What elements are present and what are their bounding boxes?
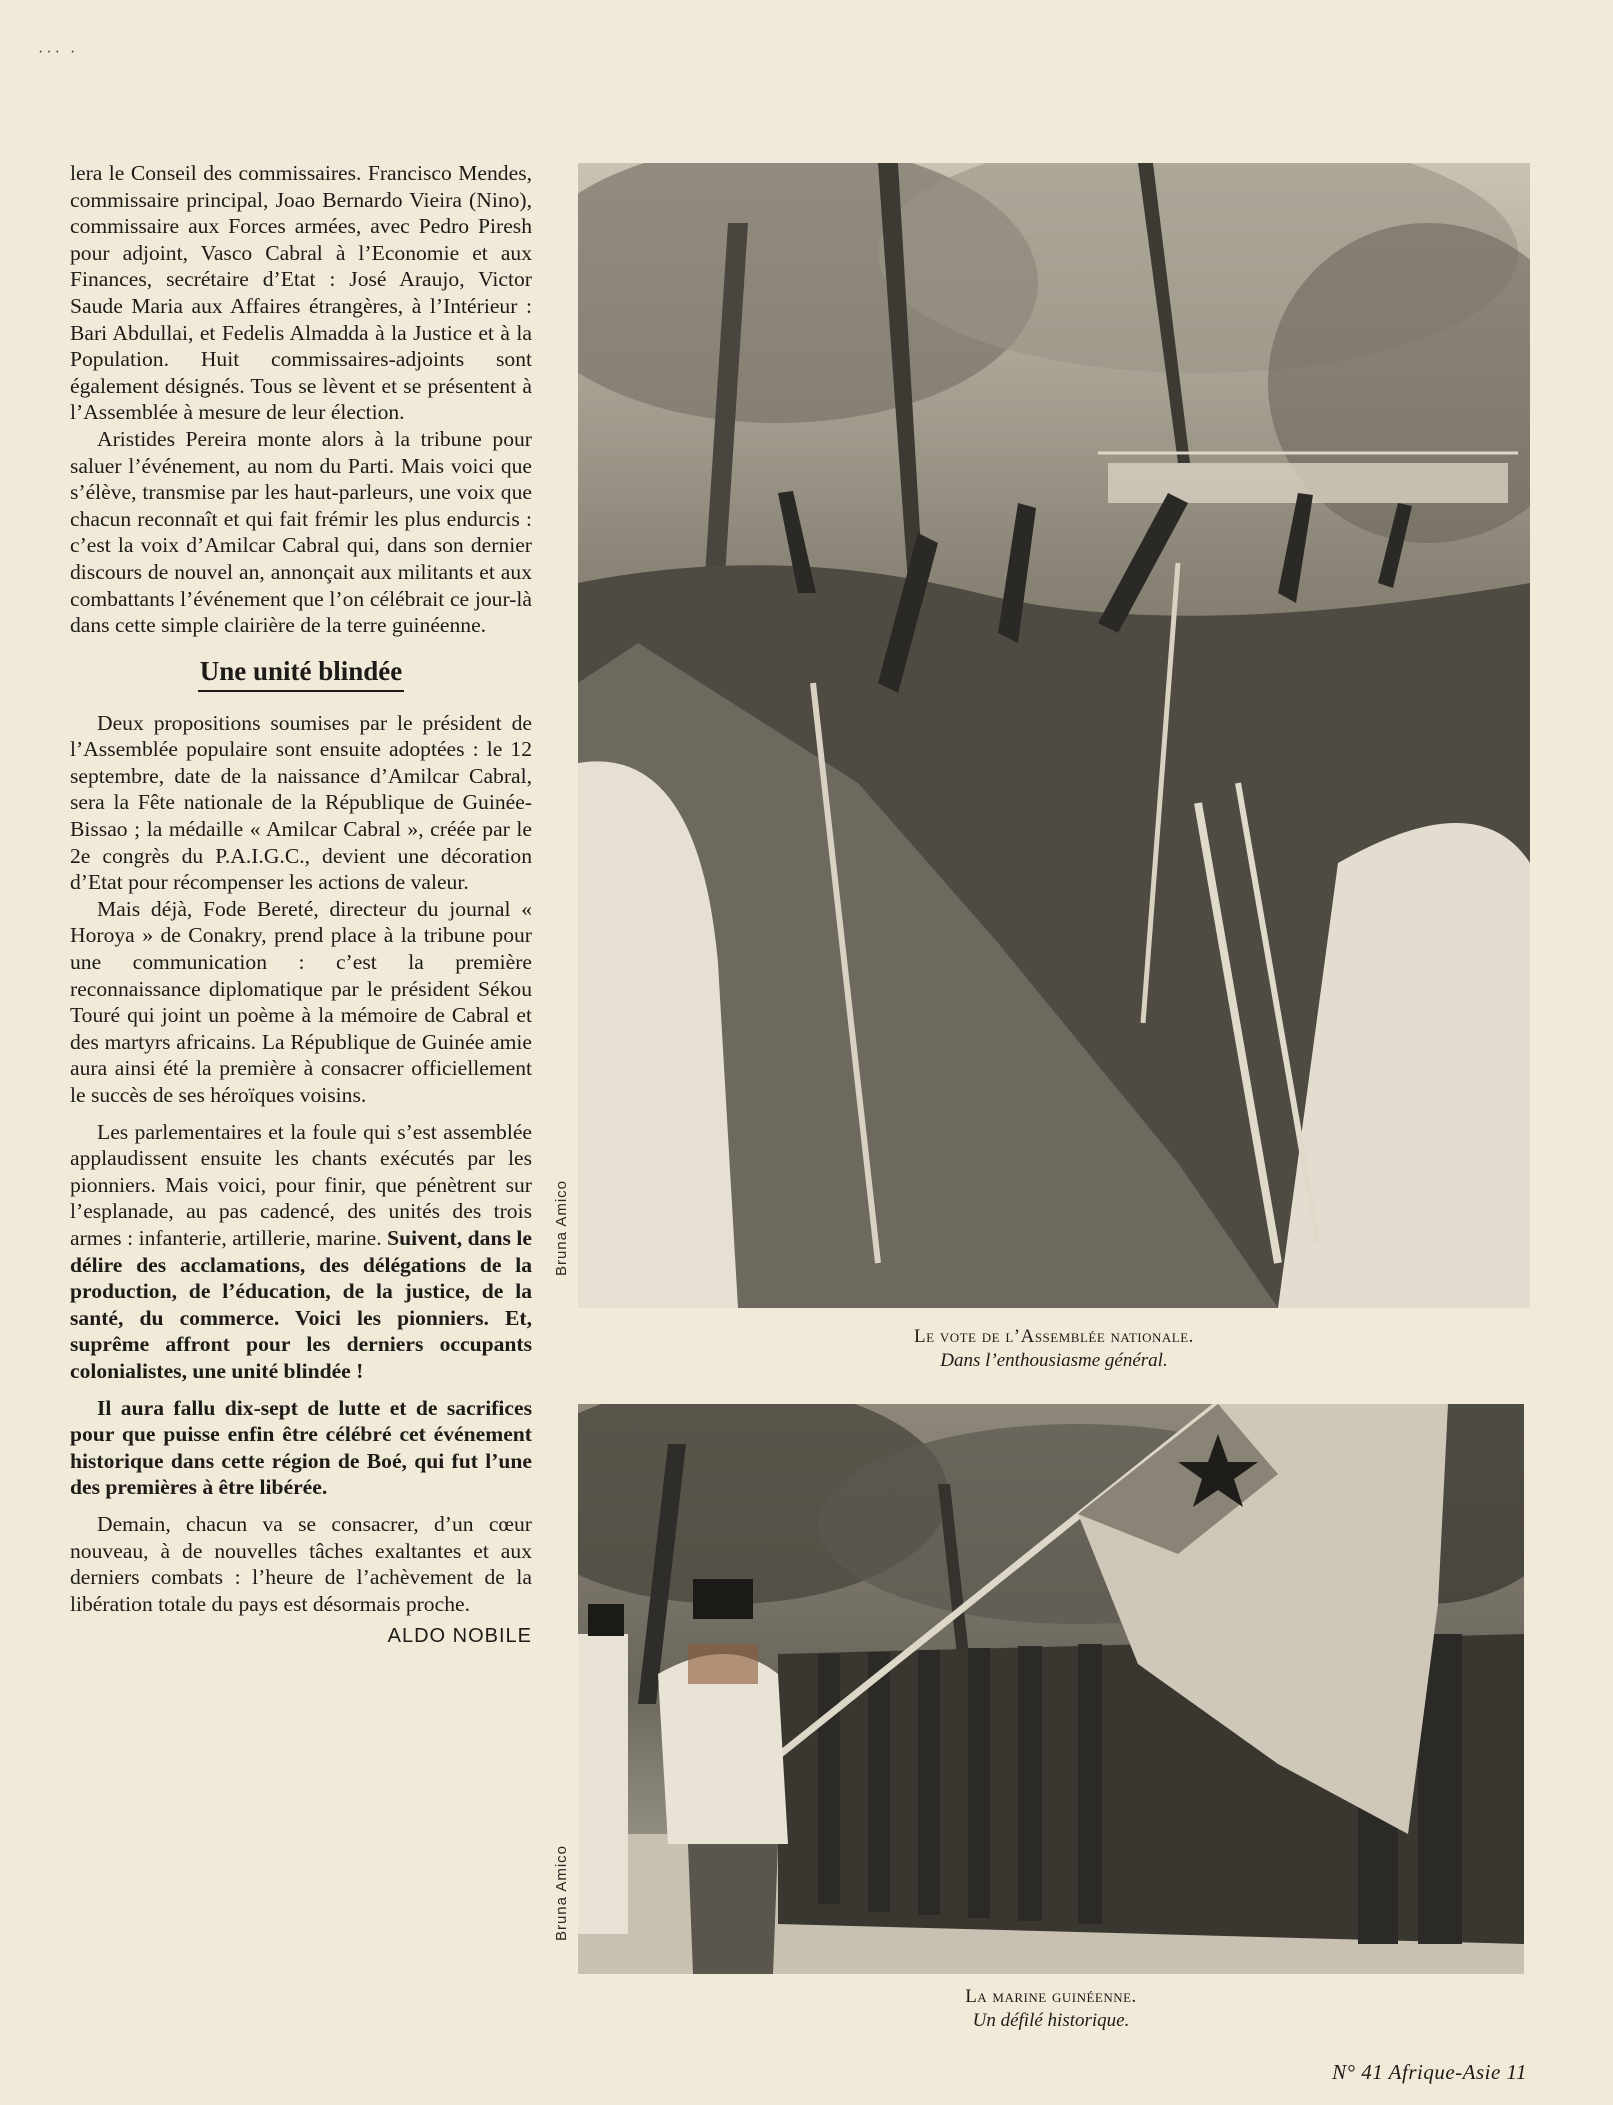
section-heading-text: Une unité blindée xyxy=(198,655,405,692)
page-footer: N° 41 Afrique-Asie 11 xyxy=(1332,2060,1527,2084)
navy-parade-photo xyxy=(578,1404,1524,1974)
caption-subtitle: Dans l’enthousiasme général. xyxy=(940,1350,1168,1371)
paragraph: Demain, chacun va se consacrer, d’un cœur nouveau, à de nouvelles tâches exaltantes et aux derniers combats : l’heure de l’achèvement de la libération totale du pays est désormais proche. xyxy=(70,1511,532,1616)
photo-caption xyxy=(578,1985,1524,2033)
photo-caption xyxy=(578,1325,1530,1373)
paragraph: lera le Conseil des commissaires. Francisco Mendes, commissaire principal, Joao Bernardo Vieira (Nino), commissaire aux Forces armées, avec Pedro Piresh pour adjoint, Vasco Cabral à l’Economie et aux Finances, secrétaire d’Etat : José Araujo, Victor Saude Maria aux Affaires étrangères, à l’Intérieur : Bari Abdullai, et Fedelis Almadda à la Justice et à la Population. Huit commissaires-adjoints sont également désignés. Tous se lèvent et se présentent à l’Assemblée à mesure de leur élection. xyxy=(70,161,532,425)
paragraph: Deux propositions soumises par le président de l’Assemblée populaire sont ensuite adoptées : le 12 septembre, date de la naissance d’Amilcar Cabral, sera la Fête nationale de la République de Guinée-Bissao ; la médaille « Amilcar Cabral », créée par le 2e congrès du P.A.I.G.C., devient une décoration d’Etat pour récompenser les actions de valeur. xyxy=(70,710,532,895)
assembly-vote-photo-image xyxy=(578,163,1530,1308)
caption-subtitle: Un défilé historique. xyxy=(972,2010,1130,2031)
paragraph-bold-text: Suivent, dans le délire des acclamations, des délégations de la production, de l’éducation, de la justice, de la santé, du commerce. Voici les pionniers. Et, suprême affront pour les derniers occupants colonialistes, une unité blindée ! xyxy=(70,1225,532,1383)
author-byline: ALDO NOBILE xyxy=(387,1625,532,1648)
corner-marks: ··· · xyxy=(38,44,79,61)
navy-parade-photo-image xyxy=(578,1404,1524,1974)
photo-credit: Bruna Amico xyxy=(553,1845,570,1942)
paragraph: Il aura fallu dix-sept de lutte et de sacrifices pour que puisse enfin être célébré cet événement historique dans cette région de Boé, qui fut l’une des premières à être libérée. xyxy=(70,1395,532,1500)
article-column xyxy=(70,160,532,1650)
assembly-vote-photo xyxy=(578,163,1530,1308)
paragraph: Aristides Pereira monte alors à la tribune pour saluer l’événement, au nom du Parti. Mais voici que s’élève, transmise par les haut-parleurs, une voix que chacun reconnaît et qui fait frémir les plus endurcis : c’est la voix d’Amilcar Cabral qui, dans son dernier discours de nouvel an, annonçait aux militants et aux combattants l’événement que l’on célébrait ce jour-là dans cette simple clairière de la terre guinéenne. xyxy=(70,426,532,638)
paragraph: Mais déjà, Fode Bereté, directeur du journal « Horoya » de Conakry, prend place à la tribune pour une communication : c’est la première reconnaissance diplomatique par le président Sékou Touré qui joint un poème à la mémoire de Cabral et des martyrs africains. La République de Guinée amie aura ainsi été la première à consacrer officiellement le succès de ses héroïques voisins. xyxy=(70,896,532,1107)
paragraph-text: Les parlementaires et la foule qui s’est assemblée applaudissent ensuite les chants exécutés par les pionniers. Mais voici, pour finir, que pénètrent sur l’esplanade, au pas cadencé, des unités des trois armes : infanterie, artillerie, marine. xyxy=(70,1119,532,1250)
caption-title: La marine guinéenne. xyxy=(965,1986,1137,2007)
paragraph xyxy=(70,1119,532,1385)
caption-title: Le vote de l’Assemblée nationale. xyxy=(914,1326,1194,1347)
photo-credit: Bruna Amico xyxy=(553,1180,570,1277)
section-heading xyxy=(70,655,532,692)
